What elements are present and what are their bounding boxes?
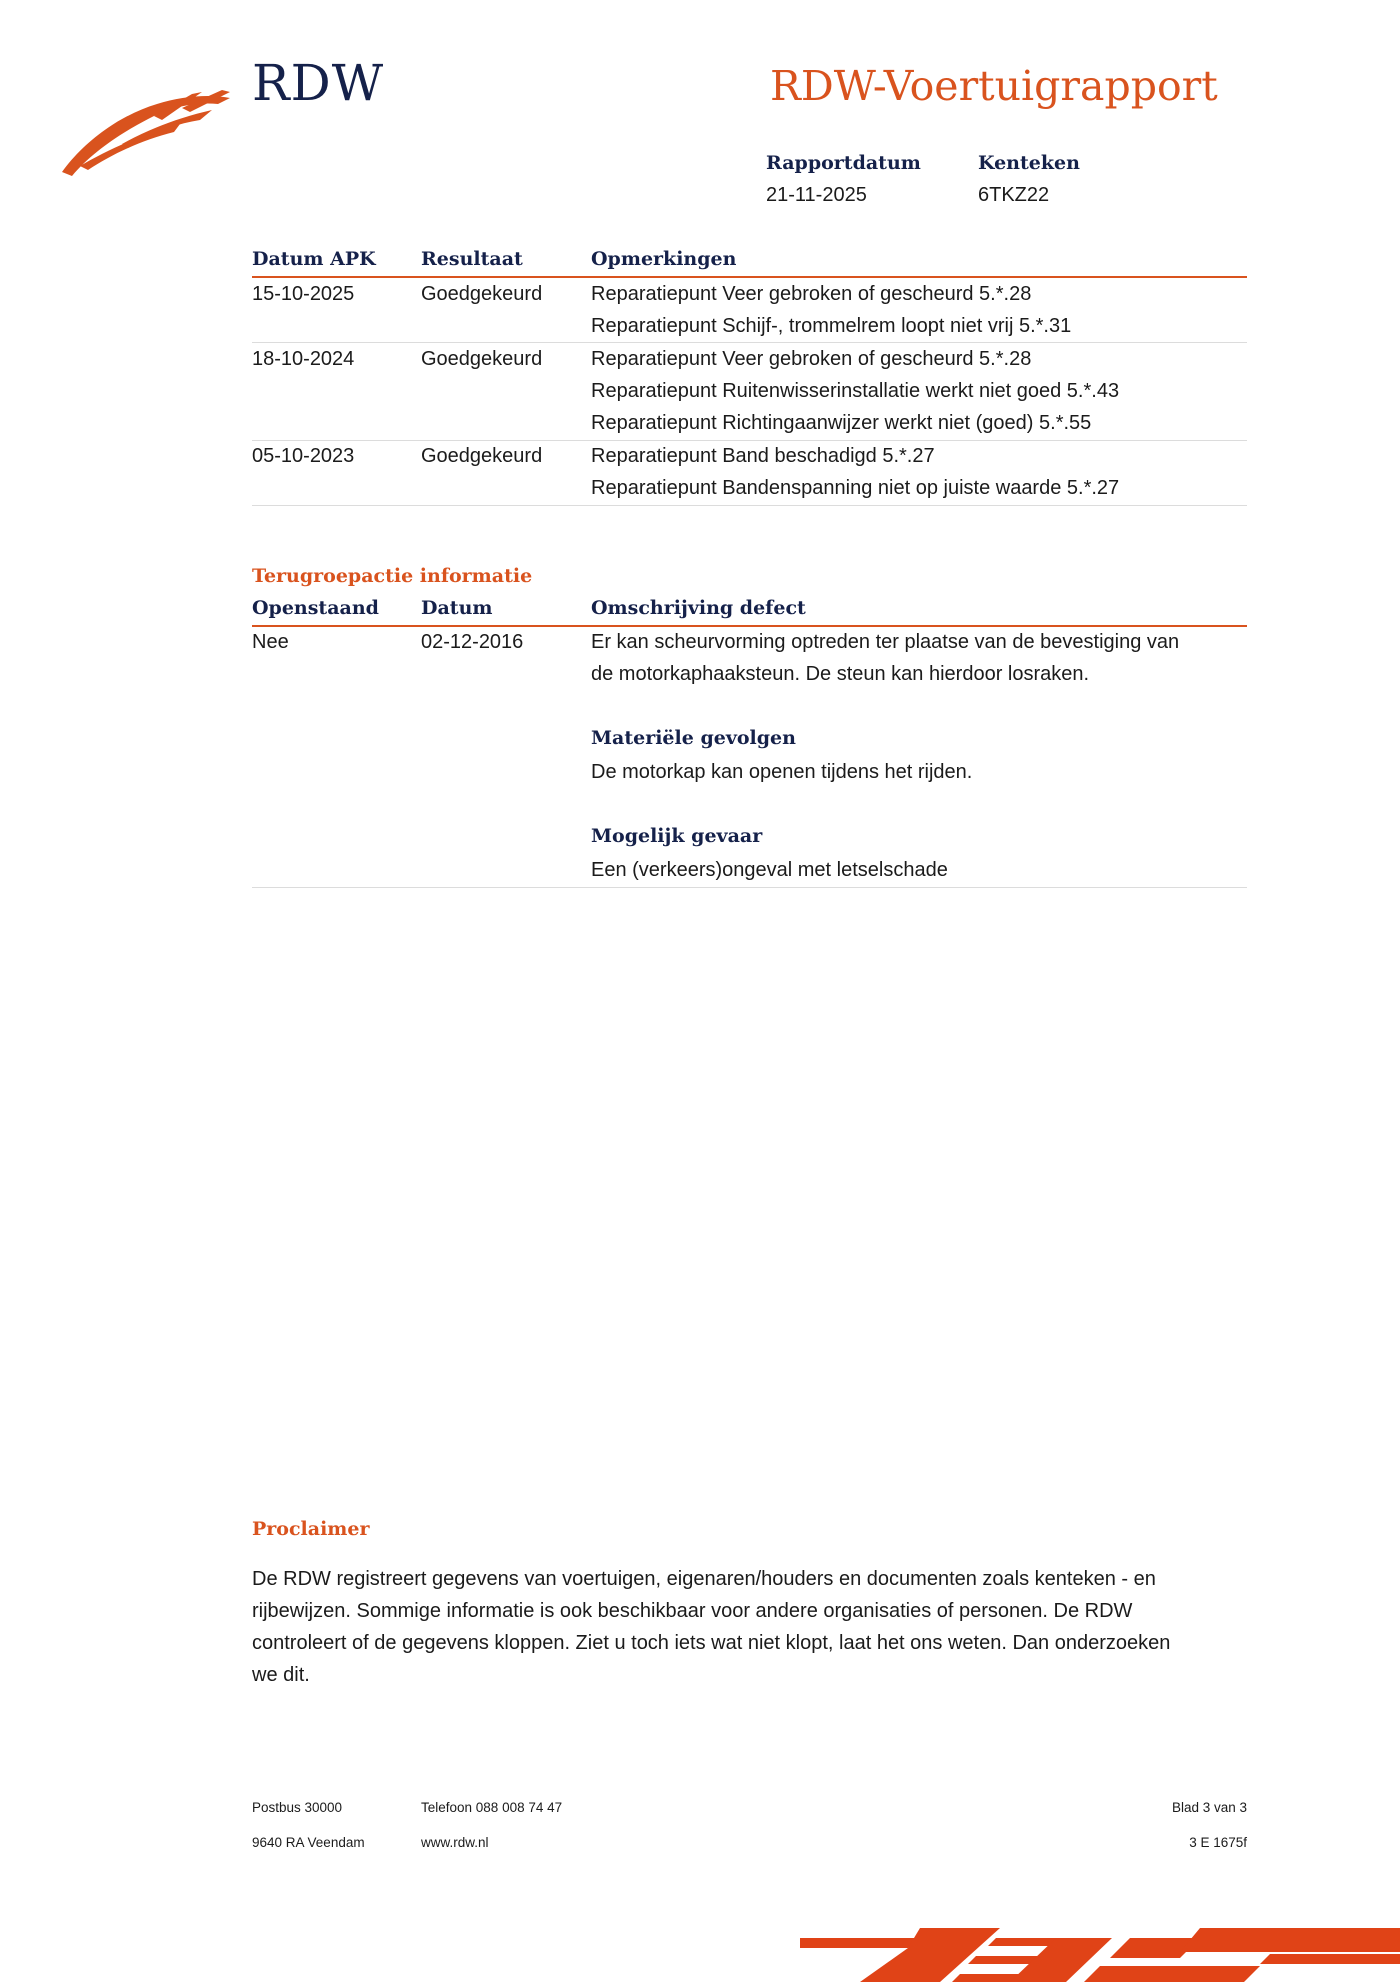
footer-city: 9640 RA Veendam (252, 1835, 365, 1850)
apk-remark: Reparatiepunt Band beschadigd 5.*.27 (591, 445, 935, 467)
apk-date: 15-10-2025 (252, 283, 355, 305)
kenteken-value: 6TKZ22 (978, 184, 1050, 206)
apk-result: Goedgekeurd (421, 348, 543, 370)
gevolgen-title: Materiële gevolgen (591, 727, 796, 749)
row-divider (252, 887, 1247, 888)
row-divider (252, 505, 1247, 506)
gevolgen-text: De motorkap kan openen tijdens het rijden. (591, 761, 973, 783)
rdw-stripes-icon (800, 1918, 1400, 1982)
proclaimer-title: Proclaimer (252, 1518, 370, 1540)
apk-remark: Reparatiepunt Richtingaanwijzer werkt niet (goed) 5.*.55 (591, 412, 1092, 434)
logo-text: RDW (252, 54, 385, 112)
footer-website-link[interactable]: www.rdw.nl (421, 1835, 489, 1850)
recall-openstaand: Nee (252, 631, 289, 653)
apk-remark: Reparatiepunt Bandenspanning niet op juiste waarde 5.*.27 (591, 477, 1120, 499)
gevaar-text: Een (verkeers)ongeval met letselschade (591, 859, 948, 881)
apk-date: 05-10-2023 (252, 445, 355, 467)
rapportdatum-label: Rapportdatum (766, 152, 921, 174)
proclaimer-line: controleert of de gegevens kloppen. Ziet u toch iets wat niet klopt, laat het ons weten. Dan onderzoeken (252, 1632, 1171, 1654)
footer-page-number: Blad 3 van 3 (1171, 1800, 1247, 1815)
rdw-wing-logo-icon (62, 86, 232, 180)
apk-header-date: Datum APK (252, 248, 376, 270)
proclaimer-line: we dit. (252, 1664, 310, 1686)
footer-postbus: Postbus 30000 (252, 1800, 343, 1815)
page-title: RDW-Voertuigrapport (770, 62, 1218, 110)
recall-defect-line: de motorkaphaaksteun. De steun kan hierdoor losraken. (591, 663, 1090, 685)
rapportdatum-value: 21-11-2025 (766, 184, 867, 206)
footer-code: 3 E 1675f (1189, 1835, 1247, 1850)
apk-remark: Reparatiepunt Schijf-, trommelrem loopt niet vrij 5.*.31 (591, 315, 1072, 337)
proclaimer-line: rijbewijzen. Sommige informatie is ook beschikbaar voor andere organisaties of personen. De RDW (252, 1600, 1133, 1622)
apk-result: Goedgekeurd (421, 445, 543, 467)
apk-remark: Reparatiepunt Veer gebroken of gescheurd 5.*.28 (591, 283, 1032, 305)
recall-section-title: Terugroepactie informatie (252, 565, 533, 587)
apk-header-remarks: Opmerkingen (591, 248, 737, 270)
recall-defect-line: Er kan scheurvorming optreden ter plaatse van de bevestiging van (591, 631, 1180, 653)
kenteken-label: Kenteken (978, 152, 1080, 174)
apk-remark: Reparatiepunt Ruitenwisserinstallatie werkt niet goed 5.*.43 (591, 380, 1120, 402)
proclaimer-line: De RDW registreert gegevens van voertuigen, eigenaren/houders en documenten zoals kenteken - en (252, 1568, 1156, 1590)
recall-header-open: Openstaand (252, 597, 379, 619)
row-divider (252, 342, 1247, 343)
apk-remark: Reparatiepunt Veer gebroken of gescheurd 5.*.28 (591, 348, 1032, 370)
apk-date: 18-10-2024 (252, 348, 355, 370)
apk-header-rule (252, 276, 1247, 278)
recall-header-rule (252, 625, 1247, 627)
recall-header-date: Datum (421, 597, 493, 619)
gevaar-title: Mogelijk gevaar (591, 825, 763, 847)
recall-date: 02-12-2016 (421, 631, 524, 653)
row-divider (252, 440, 1247, 441)
recall-header-defect: Omschrijving defect (591, 597, 806, 619)
apk-result: Goedgekeurd (421, 283, 543, 305)
apk-header-result: Resultaat (421, 248, 523, 270)
footer-telefoon: Telefoon 088 008 74 47 (421, 1800, 563, 1815)
